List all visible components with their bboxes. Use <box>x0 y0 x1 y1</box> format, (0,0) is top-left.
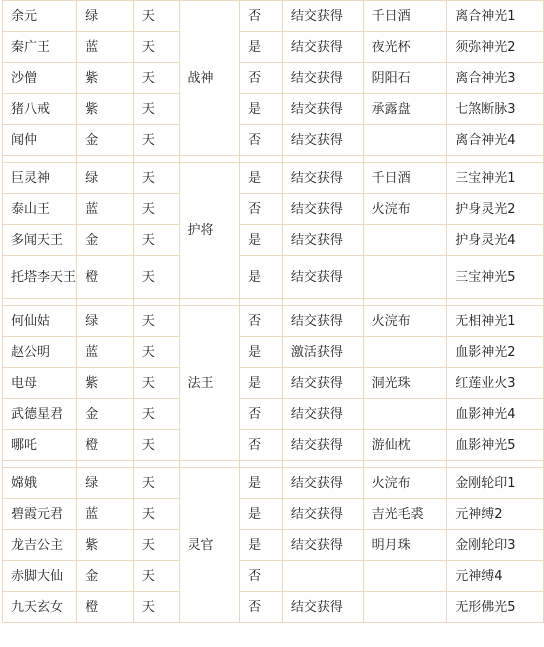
hero-name-cell: 赤脚大仙 <box>3 561 77 592</box>
acquire-method-cell: 结交获得 <box>282 256 363 299</box>
acquire-method-cell: 结交获得 <box>282 94 363 125</box>
hero-name-cell: 托塔李天王 <box>3 256 77 299</box>
acquire-method-cell: 结交获得 <box>282 32 363 63</box>
flag-cell: 是 <box>240 337 283 368</box>
category-cell: 法王 <box>179 306 240 461</box>
acquire-method-cell: 结交获得 <box>282 1 363 32</box>
acquire-method-cell: 结交获得 <box>282 306 363 337</box>
table-row <box>3 592 544 623</box>
item-cell: 游仙枕 <box>363 430 447 461</box>
flag-cell: 是 <box>240 468 283 499</box>
group-divider <box>3 461 544 468</box>
table-row <box>3 194 544 225</box>
hero-name-cell: 何仙姑 <box>3 306 77 337</box>
quality-color-cell: 金 <box>77 561 134 592</box>
item-cell: 火浣布 <box>363 306 447 337</box>
table-row <box>3 399 544 430</box>
table-body <box>3 1 544 623</box>
table-row <box>3 430 544 461</box>
table-row <box>3 561 544 592</box>
skill-cell: 离合神光4 <box>447 125 544 156</box>
tier-cell: 天 <box>133 468 179 499</box>
skill-cell: 离合神光3 <box>447 63 544 94</box>
acquire-method-cell: 结交获得 <box>282 63 363 94</box>
hero-name-cell: 九天玄女 <box>3 592 77 623</box>
item-cell <box>363 337 447 368</box>
quality-color-cell: 绿 <box>77 468 134 499</box>
skill-cell: 元神缚4 <box>447 561 544 592</box>
item-cell <box>363 125 447 156</box>
category-cell: 灵官 <box>179 468 240 623</box>
hero-name-cell: 秦广王 <box>3 32 77 63</box>
hero-table <box>2 0 544 623</box>
acquire-method-cell: 结交获得 <box>282 592 363 623</box>
flag-cell: 是 <box>240 94 283 125</box>
skill-cell: 护身灵光2 <box>447 194 544 225</box>
table-row <box>3 225 544 256</box>
table-row <box>3 530 544 561</box>
hero-name-cell: 泰山王 <box>3 194 77 225</box>
tier-cell: 天 <box>133 306 179 337</box>
item-cell <box>363 561 447 592</box>
table-row <box>3 306 544 337</box>
item-cell: 承露盘 <box>363 94 447 125</box>
tier-cell: 天 <box>133 368 179 399</box>
skill-cell: 血影神光5 <box>447 430 544 461</box>
skill-cell: 无形佛光5 <box>447 592 544 623</box>
tier-cell: 天 <box>133 499 179 530</box>
tier-cell: 天 <box>133 561 179 592</box>
hero-name-cell: 多闻天王 <box>3 225 77 256</box>
item-cell: 吉光毛裘 <box>363 499 447 530</box>
skill-cell: 三宝神光5 <box>447 256 544 299</box>
acquire-method-cell: 结交获得 <box>282 499 363 530</box>
tier-cell: 天 <box>133 225 179 256</box>
flag-cell: 否 <box>240 561 283 592</box>
hero-name-cell: 猪八戒 <box>3 94 77 125</box>
quality-color-cell: 绿 <box>77 163 134 194</box>
table-row <box>3 468 544 499</box>
flag-cell: 否 <box>240 194 283 225</box>
flag-cell: 否 <box>240 430 283 461</box>
quality-color-cell: 橙 <box>77 592 134 623</box>
hero-name-cell: 嫦娥 <box>3 468 77 499</box>
flag-cell: 是 <box>240 225 283 256</box>
group-divider <box>3 156 544 163</box>
hero-name-cell: 碧霞元君 <box>3 499 77 530</box>
table-row <box>3 163 544 194</box>
acquire-method-cell: 结交获得 <box>282 430 363 461</box>
tier-cell: 天 <box>133 94 179 125</box>
flag-cell: 否 <box>240 1 283 32</box>
skill-cell: 元神缚2 <box>447 499 544 530</box>
flag-cell: 否 <box>240 399 283 430</box>
acquire-method-cell: 激活获得 <box>282 337 363 368</box>
tier-cell: 天 <box>133 163 179 194</box>
item-cell: 火浣布 <box>363 194 447 225</box>
item-cell: 夜光杯 <box>363 32 447 63</box>
tier-cell: 天 <box>133 530 179 561</box>
hero-name-cell: 闻仲 <box>3 125 77 156</box>
quality-color-cell: 紫 <box>77 368 134 399</box>
table-row <box>3 256 544 299</box>
quality-color-cell: 橙 <box>77 256 134 299</box>
quality-color-cell: 绿 <box>77 306 134 337</box>
skill-cell: 三宝神光1 <box>447 163 544 194</box>
tier-cell: 天 <box>133 592 179 623</box>
hero-name-cell: 沙僧 <box>3 63 77 94</box>
table-row <box>3 368 544 399</box>
hero-name-cell: 龙吉公主 <box>3 530 77 561</box>
acquire-method-cell: 结交获得 <box>282 163 363 194</box>
skill-cell: 红莲业火3 <box>447 368 544 399</box>
tier-cell: 天 <box>133 32 179 63</box>
quality-color-cell: 金 <box>77 125 134 156</box>
table-row <box>3 32 544 63</box>
category-cell: 护将 <box>179 163 240 299</box>
hero-name-cell: 哪吒 <box>3 430 77 461</box>
skill-cell: 离合神光1 <box>447 1 544 32</box>
item-cell <box>363 592 447 623</box>
quality-color-cell: 金 <box>77 225 134 256</box>
quality-color-cell: 绿 <box>77 1 134 32</box>
tier-cell: 天 <box>133 399 179 430</box>
flag-cell: 是 <box>240 32 283 63</box>
tier-cell: 天 <box>133 1 179 32</box>
flag-cell: 否 <box>240 592 283 623</box>
quality-color-cell: 紫 <box>77 94 134 125</box>
quality-color-cell: 金 <box>77 399 134 430</box>
quality-color-cell: 橙 <box>77 430 134 461</box>
flag-cell: 是 <box>240 530 283 561</box>
item-cell: 千日酒 <box>363 163 447 194</box>
item-cell: 明月珠 <box>363 530 447 561</box>
flag-cell: 否 <box>240 125 283 156</box>
table-row <box>3 94 544 125</box>
group-divider <box>3 299 544 306</box>
hero-name-cell: 余元 <box>3 1 77 32</box>
tier-cell: 天 <box>133 194 179 225</box>
acquire-method-cell: 结交获得 <box>282 468 363 499</box>
acquire-method-cell: 结交获得 <box>282 368 363 399</box>
tier-cell: 天 <box>133 430 179 461</box>
item-cell: 阴阳石 <box>363 63 447 94</box>
skill-cell: 血影神光4 <box>447 399 544 430</box>
acquire-method-cell: 结交获得 <box>282 125 363 156</box>
quality-color-cell: 蓝 <box>77 194 134 225</box>
skill-cell: 七煞断脉3 <box>447 94 544 125</box>
flag-cell: 是 <box>240 368 283 399</box>
hero-name-cell: 巨灵神 <box>3 163 77 194</box>
flag-cell: 是 <box>240 163 283 194</box>
item-cell <box>363 256 447 299</box>
tier-cell: 天 <box>133 63 179 94</box>
skill-cell: 金刚轮印3 <box>447 530 544 561</box>
table-row <box>3 63 544 94</box>
quality-color-cell: 蓝 <box>77 499 134 530</box>
flag-cell: 否 <box>240 63 283 94</box>
item-cell <box>363 399 447 430</box>
acquire-method-cell: 结交获得 <box>282 225 363 256</box>
skill-cell: 金刚轮印1 <box>447 468 544 499</box>
tier-cell: 天 <box>133 256 179 299</box>
item-cell: 洞光珠 <box>363 368 447 399</box>
hero-name-cell: 电母 <box>3 368 77 399</box>
quality-color-cell: 紫 <box>77 63 134 94</box>
acquire-method-cell: 结交获得 <box>282 530 363 561</box>
category-cell: 战神 <box>179 1 240 156</box>
acquire-method-cell <box>282 561 363 592</box>
quality-color-cell: 蓝 <box>77 32 134 63</box>
skill-cell: 无相神光1 <box>447 306 544 337</box>
skill-cell: 血影神光2 <box>447 337 544 368</box>
item-cell: 千日酒 <box>363 1 447 32</box>
flag-cell: 是 <box>240 499 283 530</box>
quality-color-cell: 蓝 <box>77 337 134 368</box>
table-row <box>3 337 544 368</box>
table-row <box>3 125 544 156</box>
item-cell <box>363 225 447 256</box>
hero-name-cell: 武德星君 <box>3 399 77 430</box>
table-row <box>3 1 544 32</box>
skill-cell: 护身灵光4 <box>447 225 544 256</box>
acquire-method-cell: 结交获得 <box>282 399 363 430</box>
table-row <box>3 499 544 530</box>
quality-color-cell: 紫 <box>77 530 134 561</box>
acquire-method-cell: 结交获得 <box>282 194 363 225</box>
flag-cell: 是 <box>240 256 283 299</box>
tier-cell: 天 <box>133 125 179 156</box>
flag-cell: 否 <box>240 306 283 337</box>
hero-name-cell: 赵公明 <box>3 337 77 368</box>
tier-cell: 天 <box>133 337 179 368</box>
item-cell: 火浣布 <box>363 468 447 499</box>
skill-cell: 须弥神光2 <box>447 32 544 63</box>
